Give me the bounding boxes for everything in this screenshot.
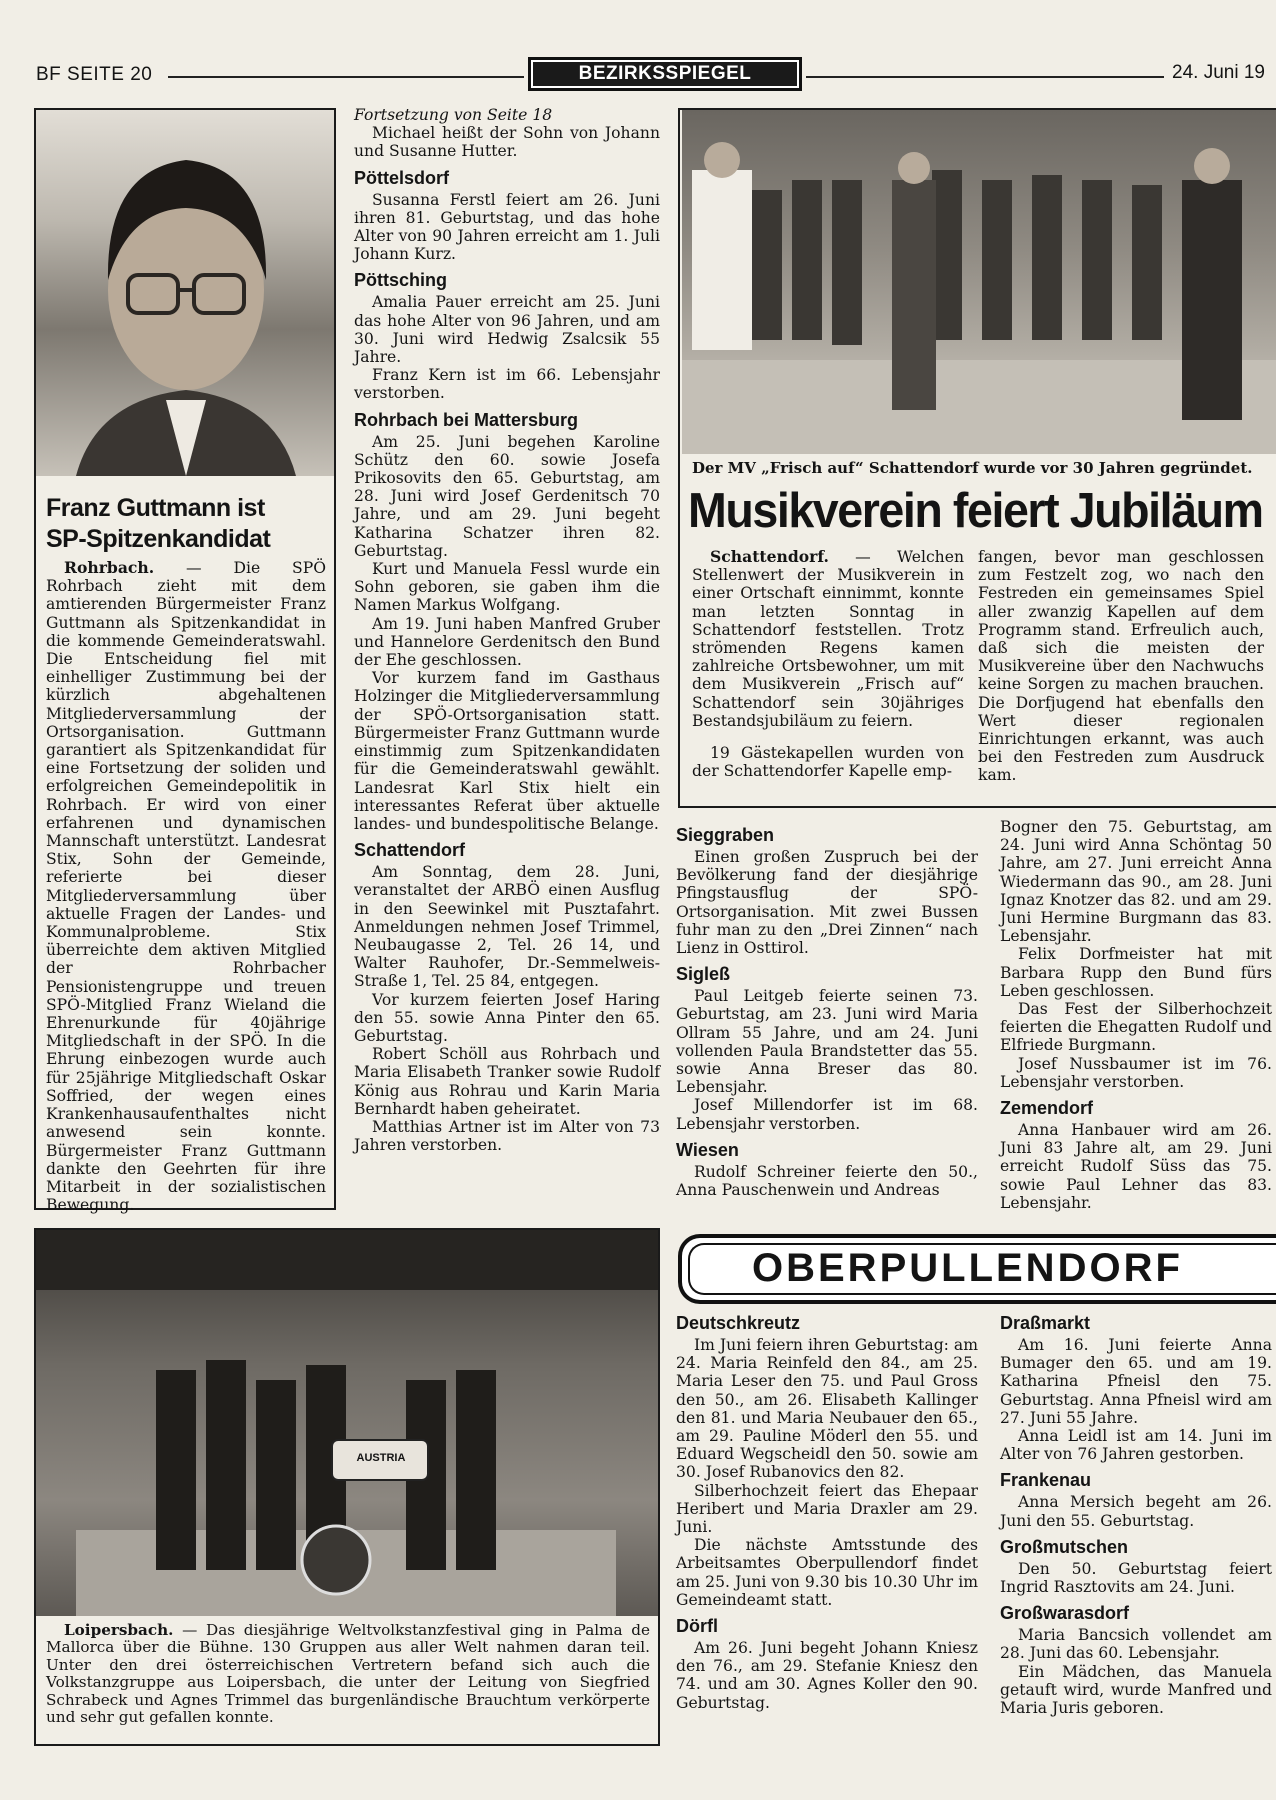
section-title: Sigleß	[676, 964, 731, 985]
musikverein-headline: Musikverein feiert Jubiläum	[688, 484, 1263, 538]
paragraph: Das Fest der Silberhochzeit feierten die Ehegatten Rudolf und Elfriede Burgmann.	[1000, 1000, 1272, 1055]
guttmann-headline-2: SP-Spitzenkandidat	[46, 525, 271, 553]
section-title: Pöttsching	[354, 270, 447, 291]
musikverein-col-1: Schattendorf. — Welchen Stellenwert der Musikverein in einer Ortschaft einnimmt, konnte man letzten Sonntag in Schattendorf feststellen. Trotz strömenden Regens kamen zahlreiche Ortsbewohner, um mit dem Musikverein „Frisch auf“ Schattendorf sein 30jähriges Bestandsjubiläum zu feiern. 19 Gästekapellen wurden von der Schattendorfer Kapelle emp-	[692, 547, 964, 781]
section-paragraph: Am Sonntag, dem 28. Juni, veranstaltet der ARBÖ einen Ausflug in den Seewinkel mit Pusztafahrt. Anmeldungen nehmen Josef Trimmel, Neubaugasse 2, Tel. 26 14, und Walter Rauhofer, Dr.-Semmelweis-Straße 1, Tel. 25 84, entgegen.	[354, 863, 660, 991]
section-paragraph: Im Juni feiern ihren Geburtstag: am 24. Maria Reinfeld den 84., am 25. Maria Leser den 75. und Paul Gross den 50., am 26. Elisabeth Kallinger den 81. und Maria Neubauer den 65., am 29. Pauline Möderl den 55. und Eduard Wegscheidl den 50. sowie am 30. Josef Rubanovics den 82.	[676, 1336, 978, 1482]
intro-para: Michael heißt der Sohn von Johann und Susanne Hutter.	[354, 124, 660, 161]
section-paragraph: Susanna Ferstl feiert am 26. Juni ihren 81. Geburtstag, und das hohe Alter von 90 Jahren erreicht am 1. Juli Johann Kurz.	[354, 190, 660, 264]
section-paragraph: Paul Leitgeb feierte seinen 73. Geburtstag, am 23. Juni wird Maria Ollram 55 Jahre, und am 24. Juni vollenden Paula Brandstetter das 55. sowie Anna Breser das 80. Lebensjahr.	[676, 987, 978, 1097]
loipersbach-caption: Loipersbach. — Das diesjährige Weltvolkstanzfestival ging in Palma de Mallorca über die Bühne. 130 Gruppen aus aller Welt nahmen daran teil. Unter den drei österreichischen Vertretern befand sich auch die Volkstanzgruppe aus Loipersbach, die unter der Leitung von Siegfried Schrabeck und Agnes Trimmel das burgenländische Brauchtum verkörperte und sehr gut gefallen konnte.	[46, 1621, 650, 1727]
musikverein-article	[678, 108, 1276, 808]
section-title: Großmutschen	[1000, 1536, 1129, 1557]
page-number: BF SEITE 20	[36, 64, 153, 85]
section-paragraph: Am 16. Juni feierte Anna Bumager den 65. und am 19. Katharina Pfneisl den 75. Geburtstag. Anna Pfneisl wird am 27. Juni 55 Jahre.	[1000, 1336, 1272, 1427]
paragraph: Felix Dorfmeister hat mit Barbara Rupp den Bund fürs Leben geschlossen.	[1000, 945, 1272, 1000]
section-paragraph: Matthias Artner ist im Alter von 73 Jahren verstorben.	[354, 1117, 660, 1155]
section-paragraph: Ein Mädchen, das Manuela getauft wird, wurde Manfred und Maria Juris geboren.	[1000, 1662, 1272, 1718]
section-paragraph: Den 50. Geburtstag feiert Ingrid Rasztovits am 24. Juni.	[1000, 1559, 1272, 1597]
portrait-photo	[36, 110, 334, 476]
oberpullendorf-title: OBERPULLENDORF	[752, 1246, 1183, 1290]
section-badge: BEZIRKSSPIEGEL	[528, 57, 802, 91]
oberpullendorf-banner	[678, 1234, 1276, 1304]
section-paragraph: Am 26. Juni begeht Johann Kniesz den 76., am 29. Stefanie Kniesz den 74. und am 30. Agnes Koller den 90. Geburtstag.	[676, 1639, 978, 1712]
section-paragraph: Vor kurzem fand im Gasthaus Holzinger die Mitgliederversammlung der SPÖ-Ortsorganisation statt. Bürgermeister Franz Guttmann wurde einstimmig zum Spitzenkandidaten für die Gemeinderatswahl gewählt. Landesrat Karl Stix hielt ein interessantes Referat über aktuelle landes- und bundespolitische Belange.	[354, 669, 660, 833]
issue-date: 24. Juni 19	[1172, 62, 1265, 83]
loipersbach-article	[34, 1228, 660, 1746]
header-rule-right	[806, 76, 1164, 78]
paragraph: Josef Nussbaumer ist im 76. Lebensjahr verstorben.	[1000, 1054, 1272, 1091]
section-paragraph: Rudolf Schreiner feierte den 50., Anna Pauschenwein und Andreas	[676, 1162, 978, 1200]
section-title: Draßmarkt	[1000, 1313, 1091, 1333]
guttmann-headline-1: Franz Guttmann ist	[46, 494, 265, 522]
section-title: Frankenau	[1000, 1470, 1092, 1491]
oberpullendorf-col-2	[1000, 1306, 1272, 1717]
section-title: Wiesen	[676, 1139, 739, 1160]
section-paragraph: Anna Leidl ist am 14. Juni im Alter von 76 Jahren gestorben.	[1000, 1427, 1272, 1464]
section-paragraph: Anna Mersich begeht am 26. Juni den 55. Geburtstag.	[1000, 1493, 1272, 1530]
section-paragraph: Silberhochzeit feiert das Ehepaar Heribert und Maria Draxler am 29. Juni.	[676, 1481, 978, 1537]
section-title: Rohrbach bei Mattersburg	[354, 409, 579, 430]
marching-band-figure	[682, 110, 1276, 454]
section-title: Dörfl	[676, 1616, 718, 1637]
group-figure	[36, 1230, 658, 1616]
middle-column	[354, 106, 660, 1154]
continuation-note: Fortsetzung von Seite 18	[354, 106, 553, 124]
section-paragraph: Am 19. Juni haben Manfred Gruber und Hannelore Gerdenitsch den Bund der Ehe geschlossen.	[354, 614, 660, 670]
section-paragraph: Anna Hanbauer wird am 26. Juni 83 Jahre alt, am 29. Juni erreicht Rudolf Süss das 75. sowie Paul Lehner das 83. Lebensjahr.	[1000, 1121, 1272, 1212]
section-paragraph: Franz Kern ist im 66. Lebensjahr verstorben.	[354, 366, 660, 403]
section-paragraph: Josef Millendorfer ist im 68. Lebensjahr verstorben.	[676, 1096, 978, 1133]
section-paragraph: Maria Bancsich vollendet am 28. Juni das 60. Lebensjahr.	[1000, 1626, 1272, 1663]
section-paragraph: Amalia Pauer erreicht am 25. Juni das hohe Alter von 96 Jahren, und am 30. Juni wird Hedwig Zsalcsik 55 Jahre.	[354, 293, 660, 367]
section-title: Deutschkreutz	[676, 1313, 801, 1333]
section-paragraph: Kurt und Manuela Fessl wurde ein Sohn geboren, sie gaben ihm die Namen Markus Wolfgang.	[354, 560, 660, 615]
section-paragraph: Am 25. Juni begehen Karoline Schütz den 60. sowie Josefa Prikosovits den 65. Geburtstag, am 28. Juni wird Josef Gerdenitsch 70 Jahre, und am 29. Juni begeht Katharina Schatzer ihren 82. Geburtstag.	[354, 432, 660, 560]
section-title: Sieggraben	[676, 825, 775, 845]
section-paragraph: Vor kurzem feierten Josef Haring den 55. sowie Anna Pinter den 65. Geburtstag.	[354, 990, 660, 1045]
paragraph: Bogner den 75. Geburtstag, am 24. Juni wird Anna Schöntag 50 Jahre, am 27. Juni erreicht Anna Wiedermann das 90., am 28. Juni Ignaz Knotzer das 82. und am 29. Juni Hermine Burgmann das 83. Lebensjahr.	[1000, 818, 1272, 946]
section-title: Zemendorf	[1000, 1098, 1094, 1119]
right-mid-col-2	[1000, 818, 1272, 1212]
austria-sign: AUSTRIA	[356, 1452, 406, 1464]
section-title: Pöttelsdorf	[354, 167, 450, 188]
band-photo	[682, 110, 1276, 454]
section-paragraph: Robert Schöll aus Rohrbach und Maria Elisabeth Tranker sowie Rudolf König aus Rohrau und Karin Maria Bernhardt haben geheiratet.	[354, 1045, 660, 1118]
right-mid-col-1	[676, 818, 978, 1199]
header-rule-left	[168, 76, 524, 78]
oberpullendorf-col-1	[676, 1306, 978, 1712]
folk-dance-group-photo	[36, 1230, 658, 1616]
band-photo-caption: Der MV „Frisch auf“ Schattendorf wurde vor 30 Jahren gegründet.	[692, 459, 1253, 477]
section-paragraph: Die nächste Amtsstunde des Arbeitsamtes Oberpullendorf findet am 25. Juni von 9.30 bis 10.30 Uhr im Gemeindeamt statt.	[676, 1536, 978, 1609]
section-title: Schattendorf	[354, 840, 466, 861]
guttmann-article	[34, 108, 336, 1215]
musikverein-col-2: fangen, bevor man geschlossen zum Festzelt zog, wo nach den Festreden ein gemeinsames Spiel aller zwanzig Kapellen auf dem Programm stand. Erfreulich auch, daß sich die meisten der Musikvereine über den Nachwuchs keine Sorgen zu machen brauchen. Die Dorfjugend hat ebenfalls den Wert dieser regionalen Einrichtungen erkannt, was auch bei den Festreden zum Ausdruck kam.	[978, 548, 1264, 785]
section-paragraph: Einen großen Zuspruch bei der Bevölkerung fand der diesjährige Pfingstausflug der SPÖ-Ortsorganisation. Mit zwei Bussen fuhr man zu den „Drei Zinnen“ nach Lienz in Osttirol.	[676, 848, 978, 958]
guttmann-body: Rohrbach. — Die SPÖ Rohrbach zieht mit dem amtierenden Bürgermeister Franz Guttmann als Spitzenkandidat in die kommende Gemeinderatswahl. Die Entscheidung fiel mit einhelliger Zustimmung bei der kürzlich abgehaltenen Mitgliederversammlung der Ortsorganisation. Guttmann garantiert als Spitzenkandidat für eine Fortsetzung der soliden und erfolgreichen Gemeindepolitik in Rohrbach. Er wird von einer erfahrenen und dynamischen Mannschaft unterstützt. Landesrat Stix, Sohn der Gemeinde, referierte bei dieser Mitgliederversammlung über aktuelle Fragen der Landes- und Kommunalprobleme. Stix überreichte dem aktiven Mitglied der Rohrbacher Pensionistengruppe und treuen SPÖ-Mitglied Franz Wieland die Ehrenurkunde für 40jährige Mitgliedschaft in der SPÖ. In die Ehrung einbezogen wurde auch für 25jährige Mitgliedschaft Oskar Soffried, der wegen eines Krankenhausaufenthaltes nicht anwesend sein konnte. Bürgermeister Franz Guttmann dankte den Geehrten für ihre Mitarbeit in der sozialistischen Bewegung.	[46, 558, 326, 1215]
section-title: Großwarasdorf	[1000, 1603, 1130, 1624]
portrait-figure	[36, 110, 334, 476]
